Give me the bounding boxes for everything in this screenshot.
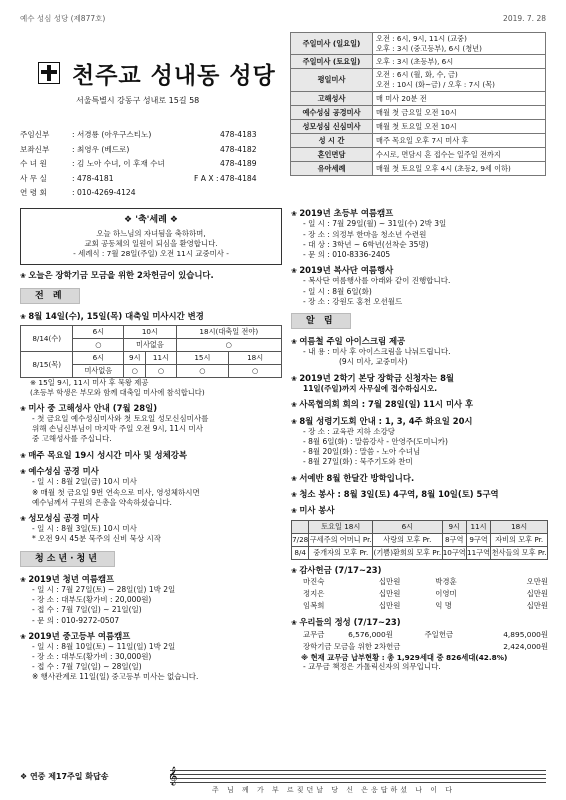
- staff-row: 보좌신부 : 최영우 (베드로) 478-4182: [20, 144, 257, 154]
- section-notices: 알 림: [291, 313, 351, 329]
- issue-label: 예수 성심 성당 (제877호): [20, 14, 106, 23]
- staff-row: 수 녀 원 : 김 노아 수녀, 이 후재 수녀 478-4189: [20, 159, 257, 169]
- mass-service-table: 토요일 18시 6시 9시 11시 18시 7/28 구세주의 어머니 Pr. 사랑의 모후 Pr. 8구역 9구역 자비의 모후 Pr. 8/4 중개자의 모후 Pr. (기쁨)환희의 모후 Pr. 10구역 11구역 천사들의 모후 Pr.: [291, 520, 548, 560]
- staff-row: 사 무 실 : 478-4181 F A X : 478-4184: [20, 173, 257, 183]
- page-header: [20, 14, 546, 28]
- staff-row: 주임신부 : 서경룡 (아우구스티노) 478-4183: [20, 130, 257, 139]
- masthead: [20, 32, 286, 204]
- hymn-strip: [20, 768, 546, 794]
- staff-row: 연 령 회 : 010-4269-4124: [20, 188, 136, 198]
- section-youth: 청소년·청년: [20, 551, 115, 567]
- offering-totals: 교무금 6,576,000원 주일헌금 4,895,000원 장학기금 모금을 위한 2차헌금 2,424,000원: [303, 629, 548, 651]
- treble-clef-icon: 𝄞: [168, 766, 178, 785]
- parish-address: 서울특별시 강동구 성내로 15길 58: [76, 96, 200, 105]
- baptism-box: ❖ '축'세례 ❖ 오늘 하느님의 자녀됨을 축하하며, 교회 공동체의 일원이 되심을 환영합니다. - 세례식 : 7월 28일(주일) 오전 11시 교중미사 -: [20, 208, 282, 265]
- notice-heading: ❀ 오늘은 장학기금 모금을 위한 2차헌금이 있습니다.: [20, 270, 282, 281]
- section-liturgy: 전 례: [20, 288, 80, 304]
- thanks-offering-list: 마진숙 십만원 박경훈 오만원 정지은 십만원 이영미 십만원 임복희 십만원 익 명 십만원: [303, 577, 548, 611]
- hymn-lyrics: 주 님 께 가 부 르짖던날 당 신 은응답하셨 나 이 다: [212, 786, 455, 794]
- right-column: ❀ 2019년 초등부 여름캠프 - 일 시 : 7월 29일(월) ~ 31일(수) 2박 3일 - 장 소 : 의정부 한마음 청소년 수련원 - 대 상 : 3학년 ~ 6학년(선착순 35명) - 문 의 : 010-8336-2405 ❀ 2019년 복사단 여름행사 - 복사단 여름행사를 아래와 같이 진행합니다. - 일 시 : 8월 6일(화) - 장 소 : 강원도 홍천 오션월드 알 림 ❀ 여름철 주일 아이스크림 제공 - 내 용 : 미사 후 아이스크림을 나눠드립니다. (9시 미사, 교중미사) ❀ 2019년 2학기 본당 장학금 신청자는 8월 11일(주일)까지 사무실에 접수하십시오. ❀ 사목협의회 회의 : 7월 28일(일) 11시 미사 후 ❀ 8월 성령기도회 안내 : 1, 3, 4주 화요일 20시 - 장 소 : 교육관 지하 소강당 - 8월 6일(화) : 말씀강사 - 안영주(도미니카) - 8월 20일(화) : 말씀 - 노아 수녀님 - 8월 27일(화) : 묵주기도와 찬미 ❀ 서예반 8월 한달간 방학입니다. ❀ 청소 봉사 : 8월 3일(토) 4구역, 8월 10일(토) 5구역 ❀ 미사 봉사 토요일 18시 6시 9시 11시 18시 7/28 구세주의 어머니 Pr. 사랑의 모후 Pr. 8구역 9구역 자비의 모후 Pr. 8/4 중개자의 모후 Pr. (기쁨)환희의 모후 Pr. 10구역 11구역 천사들의 모후 Pr. ❀ 감사헌금 (7/17~23) 마진숙 십만원 박경훈 오만원 정지은 십만원 이영미 십만원 임복희 십만원 익 명 십만원 ❀ 우리들의 정성 (7/17~23) 교무금 6,576,000원 주일헌금 4,895,000원 장학기금 모금을 위한 2차헌금 2,424,000원 ※ 현재 교무금 납부현황 : 총 1,929세대 중 826세대(42.8%) - 교무금 책정은 가톨릭신자의 의무입니다.: [291, 208, 548, 673]
- parish-title: 천주교 성내동 성당: [72, 62, 276, 89]
- mass-schedule-table: 주일미사 (일요일) 오전 : 6시, 9시, 11시 (교중) 오후 : 3시 (중고등부), 6시 (청년) 주일미사 (토요일) 오후 : 3시 (초등부), 6시 평일미사 오전 : 6시 (월, 화, 수, 금) 오전 : 10시 (화~금) / 오후 : 7시 (목) 고해성사 매 미사 20분 전 예수성심 공경미사 매월 첫 금요일 오전 10시 성모성심 신심미사 매월 첫 토요일 오전 10시 성 시 간 매주 목요일 오후 7시 미사 후 혼인면담 수시로, 면담시 혼 접수는 일주일 전까지 유아세례 매월 첫 토요일 오후 4시 (초등2, 9세 이하): [290, 32, 546, 176]
- left-column: ❖ '축'세례 ❖ 오늘 하느님의 자녀됨을 축하하며, 교회 공동체의 일원이 되심을 환영합니다. - 세례식 : 7월 28일(주일) 오전 11시 교중미사 - ❀ 오늘은 장학기금 모금을 위한 2차헌금이 있습니다. 전 례 ❀ 8월 14일(수), 15일(목) 대축일 미사시간 변경 8/14(수) 6시 10시 18시(대축일 전야) ○ 미사없음 ○ 8/15(목) 6시 9시 11시 15시 18시 미사없음 ○ ○ ○ ○ ※ 15일 9시, 11시 미사 후 묵왕 제공 (초등부 학생은 부모와 함께 대축일 미사에 참석합니다) ❀ 미사 중 고해성사 안내 (7월 28일) - 첫 금요일 예수성심미사와 첫 토요일 성모신심미사를 위해 손님신부님이 마지막 주일 오전 9시, 11시 미사 중 고해성사를 주십니다. ❀ 매주 목요일 19시 성시간 미사 및 성체강복 ❀ 예수성심 공경 미사 - 일 시 : 8월 2일(금) 10시 미사 ※ 매월 첫 금요일 9번 연속으로 미사, 영성체하시면 예수님께서 구원의 은총을 약속하셨습니다. ❀ 성모성심 공경 미사 - 일 시 : 8월 3일(토) 10시 미사 * 오전 9시 45분 묵주의 신비 묵상 시작 청소년·청년 ❀ 2019년 청년 여름캠프 - 일 시 : 7월 27일(토) ~ 28일(일) 1박 2일 - 장 소 : 대부도(황가비 : 20,000원) - 접 수 : 7월 7일(일) ~ 21일(일) - 문 의 : 010-9272-0507 ❀ 2019년 중고등부 여름캠프 - 일 시 : 8월 10일(토) ~ 11일(일) 1박 2일 - 장 소 : 대부도(황가비 : 30,000원) - 접 수 : 7월 7일(일) ~ 28일(일) ※ 행사관계로 11일(일) 중고등부 미사는 없습니다.: [20, 208, 282, 683]
- staff-list: [20, 130, 286, 203]
- hymn-label: ❖ 연중 제17주일 화답송: [20, 772, 109, 781]
- issue-date: 2019. 7. 28: [503, 14, 546, 23]
- cross-logo-icon: [38, 62, 60, 84]
- mass-change-table: 8/14(수) 6시 10시 18시(대축일 전야) ○ 미사없음 ○ 8/15(목) 6시 9시 11시 15시 18시 미사없음 ○ ○ ○ ○: [20, 325, 282, 378]
